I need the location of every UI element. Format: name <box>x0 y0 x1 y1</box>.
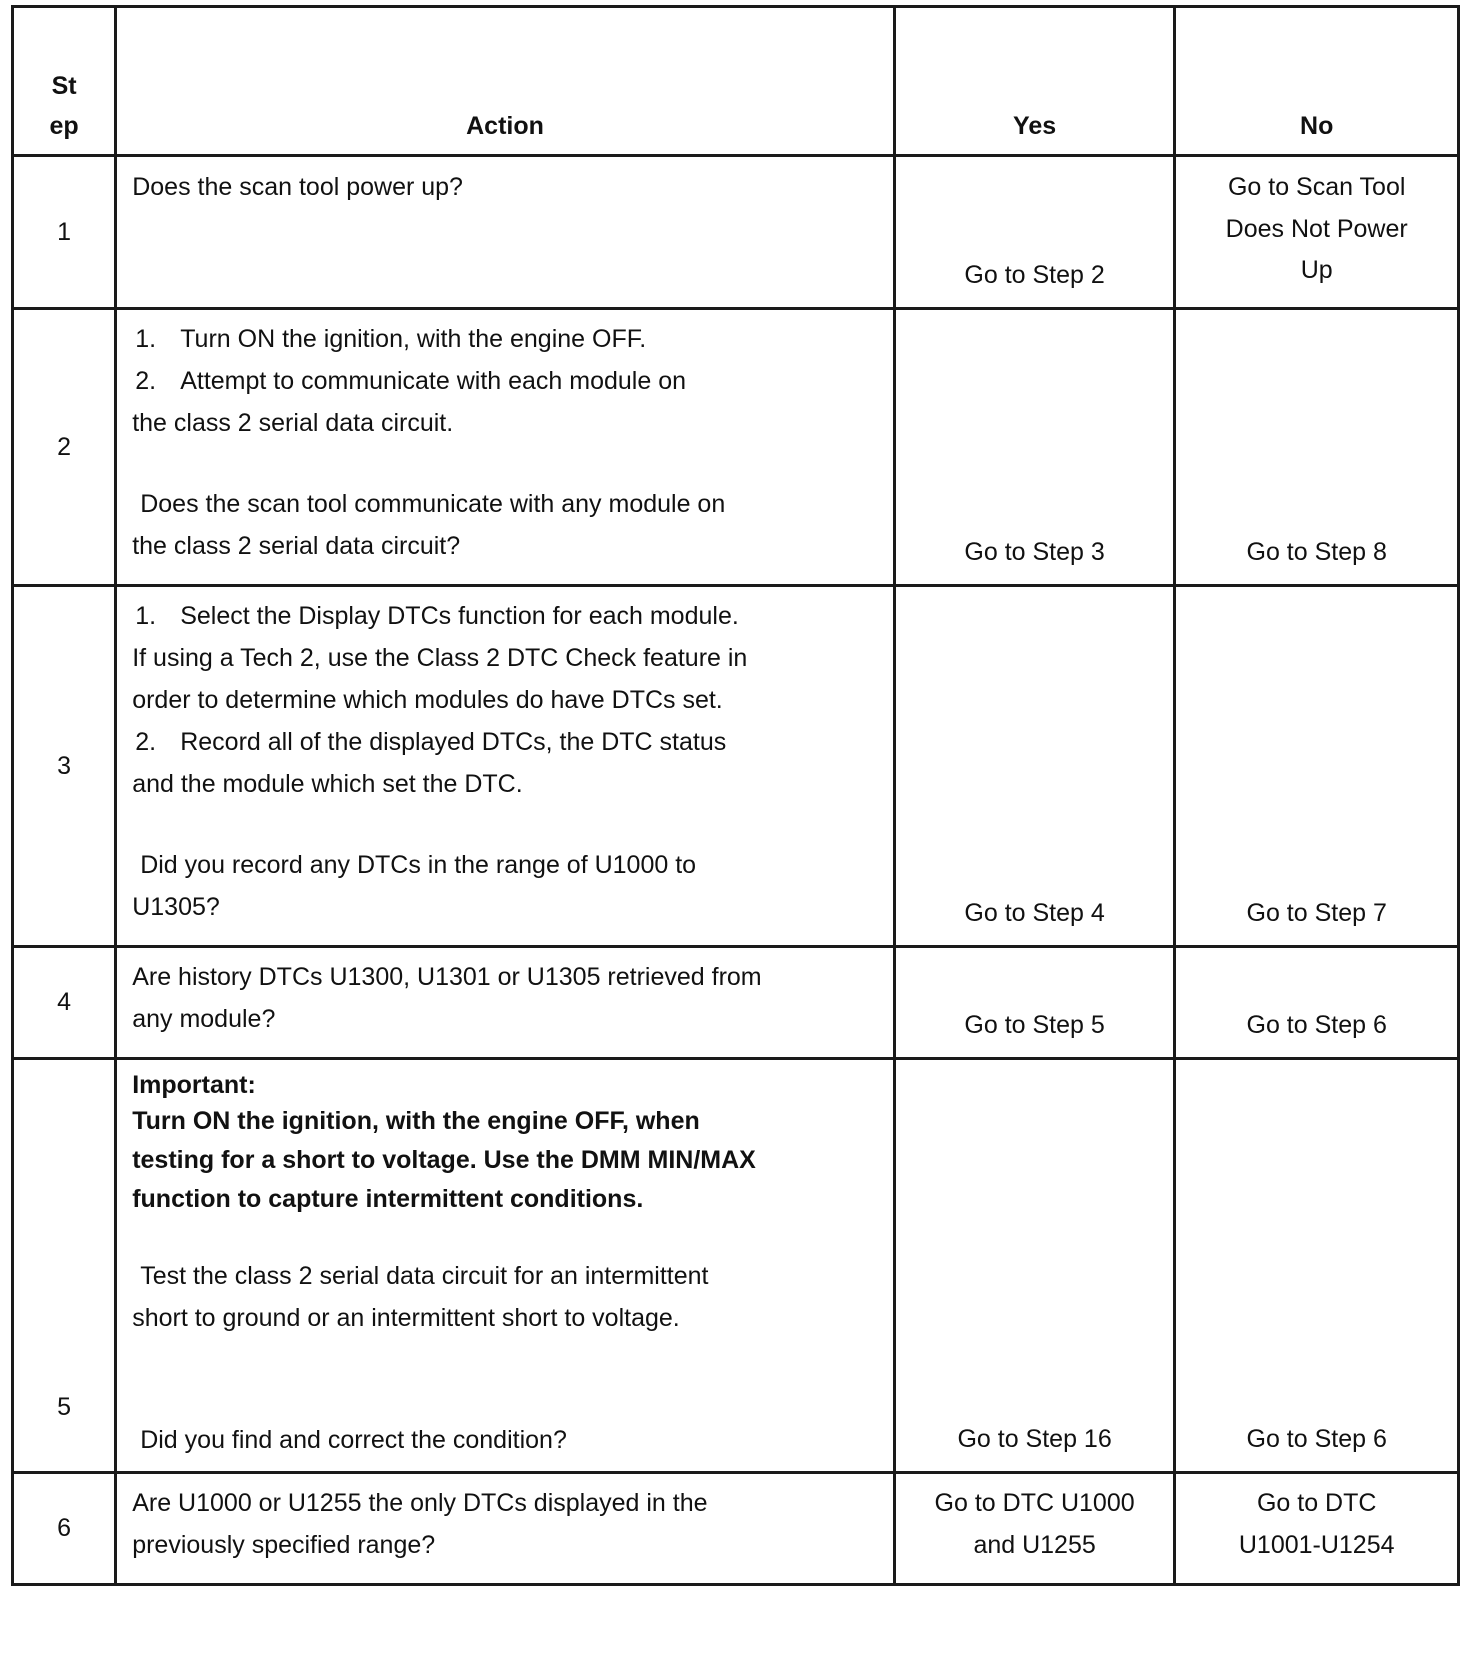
important-note: testing for a short to voltage. Use the DMM MIN/MAX <box>132 1146 756 1174</box>
item-number: 2. <box>135 728 157 756</box>
yes-result: Go to Step 4 <box>894 586 1175 947</box>
no-result: Go to Step 7 <box>1175 586 1459 947</box>
action-question: Are U1000 or U1255 the only DTCs displayed in the <box>132 1489 708 1517</box>
action-instruction: short to ground or an intermittent short to voltage. <box>132 1304 680 1332</box>
no-result-line: Does Not Power <box>1225 214 1408 243</box>
action-cell <box>116 947 895 1059</box>
step-number: 4 <box>13 947 116 1059</box>
table-row <box>13 1059 1459 1473</box>
action-question: any module? <box>132 1005 276 1033</box>
action-cell <box>116 1059 895 1473</box>
yes-result: Go to Step 5 <box>894 947 1175 1059</box>
step-number: 2 <box>13 309 116 586</box>
action-cell <box>116 309 895 586</box>
action-item <box>132 721 883 763</box>
item-text: Record all of the displayed DTCs, the DTC status <box>180 728 727 756</box>
action-item <box>132 318 883 360</box>
header-row <box>13 7 1459 156</box>
no-result <box>1175 156 1459 309</box>
no-result <box>1175 1473 1459 1585</box>
action-item <box>132 360 883 402</box>
table-row <box>13 309 1459 586</box>
step-number: 3 <box>13 586 116 947</box>
action-cell <box>116 156 895 309</box>
important-label: Important: <box>132 1071 256 1099</box>
header-step-line1: St <box>51 72 77 100</box>
yes-result-line: and U1255 <box>973 1531 1096 1559</box>
header-action-label: Action <box>466 112 544 140</box>
action-question: Did you find and correct the condition? <box>140 1426 567 1454</box>
action-question: Are history DTCs U1300, U1301 or U1305 retrieved from <box>132 963 762 991</box>
no-result-line: U1001-U1254 <box>1238 1531 1395 1559</box>
important-note: Turn ON the ignition, with the engine OFF, when <box>132 1107 700 1135</box>
header-no-label: No <box>1300 112 1334 140</box>
action-instruction: Test the class 2 serial data circuit for an intermittent <box>140 1262 709 1290</box>
action-item-continued: If using a Tech 2, use the Class 2 DTC Check feature in <box>132 644 748 672</box>
action-item-continued: order to determine which modules do have DTCs set. <box>132 686 723 714</box>
step-number: 6 <box>13 1473 116 1585</box>
action-cell <box>116 1473 895 1585</box>
important-note: function to capture intermittent conditions. <box>132 1185 644 1213</box>
item-number: 1. <box>135 325 157 353</box>
action-question: Did you record any DTCs in the range of U1000 to <box>140 851 697 879</box>
action-question: Does the scan tool power up? <box>132 173 463 201</box>
action-question: U1305? <box>132 893 220 921</box>
item-number: 2. <box>135 367 157 395</box>
no-result: Go to Step 6 <box>1175 947 1459 1059</box>
action-question: Does the scan tool communicate with any module on <box>140 490 726 518</box>
action-question: previously specified range? <box>132 1531 436 1559</box>
header-step <box>13 7 116 156</box>
table-row <box>13 156 1459 309</box>
yes-result: Go to Step 2 <box>894 156 1175 309</box>
table-row <box>13 1473 1459 1585</box>
action-item-continued: the class 2 serial data circuit. <box>132 409 454 437</box>
yes-result <box>894 1473 1175 1585</box>
no-result-line: Up <box>1300 256 1333 284</box>
table-row <box>13 586 1459 947</box>
step-number: 1 <box>13 156 116 309</box>
header-no <box>1175 7 1459 156</box>
action-item-continued: and the module which set the DTC. <box>132 770 523 798</box>
header-yes-label: Yes <box>1013 112 1057 140</box>
item-number: 1. <box>135 602 157 630</box>
no-result: Go to Step 6 <box>1175 1059 1459 1473</box>
header-action <box>116 7 895 156</box>
header-step-line2: ep <box>49 112 79 140</box>
step-number: 5 <box>13 1059 116 1473</box>
yes-result: Go to Step 16 <box>894 1059 1175 1473</box>
action-question: the class 2 serial data circuit? <box>132 532 461 560</box>
yes-result-line: Go to DTC U1000 <box>934 1489 1135 1517</box>
action-cell <box>116 586 895 947</box>
table-row <box>13 947 1459 1059</box>
no-result-line: Go to Scan Tool <box>1227 173 1406 201</box>
header-yes <box>894 7 1175 156</box>
yes-result: Go to Step 3 <box>894 309 1175 586</box>
no-result: Go to Step 8 <box>1175 309 1459 586</box>
diagnostic-steps-table <box>11 5 1460 1586</box>
no-result-line: Go to DTC <box>1256 1489 1377 1517</box>
action-item <box>132 595 883 637</box>
item-text: Turn ON the ignition, with the engine OFF. <box>180 325 647 353</box>
item-text: Attempt to communicate with each module on <box>180 367 687 395</box>
item-text: Select the Display DTCs function for each module. <box>180 602 739 630</box>
